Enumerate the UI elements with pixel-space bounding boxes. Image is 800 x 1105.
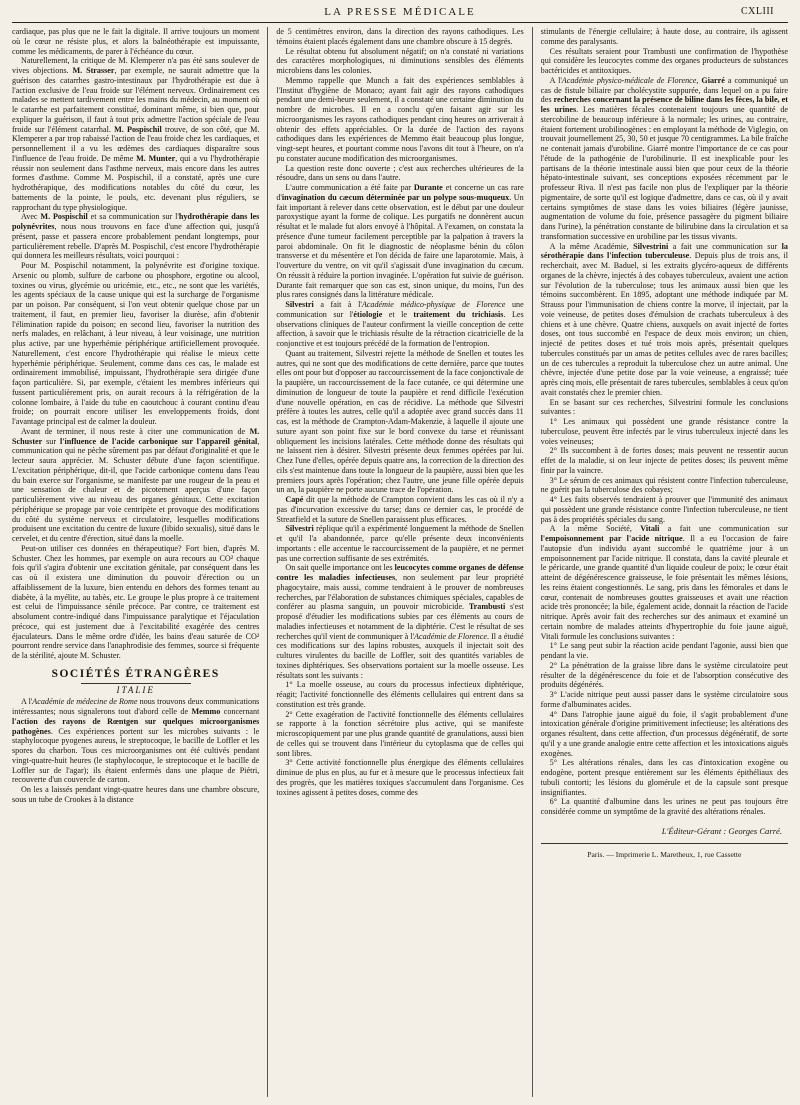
header-rule	[12, 22, 788, 23]
paragraph: 6° La quantité d'albumine dans les urines ne peut pas toujours être considérée comme un symptôme de la gravité des altérations rénales.	[540, 797, 788, 816]
paragraph: de 5 centimètres environ, dans la direction des rayons cathodiques. Les témoins étaient placés également dans une chambre obscure à 15 degrés.	[276, 27, 524, 46]
paragraph: 4° Les faits observés tendraient à prouver que l'immunité des animaux qui possèdent une grande résistance contre l'infection tuberculeuse, ne tient pas à des propriétés spéciales du sang.	[540, 495, 788, 524]
paragraph: 4° Dans l'atrophie jaune aiguë du foie, il s'agit probablement d'une intoxication générale d'origine primitivement infectieuse; les altérations des organes résultent, dans cette affection, d'un processus dégénératif, de sorte qu'il y a une grande analogie entre cette affection et les intoxications aiguës exogènes.	[540, 709, 788, 758]
paragraph: stimulants de l'énergie cellulaire; à haute dose, au contraire, ils agissent comme des paralysants.	[540, 27, 788, 46]
paragraph: Quant au traitement, Silvestri rejette la méthode de Snellen et toutes les autres, qui ne sont que des modifications de cette dernière, parce que toutes elles ont pour but d'opposer au raccourcissement de la face conjonctivale de la paupière, un raccourcissement de la face cutanée, ce qui détermine une diminution de longueur de toute la paupière et rend difficile l'exécution d'une nouvelle opération, en cas de récidive. La méthode que Silvestri préfère à toutes les autres, celle qu'il a adoptée avec grand succès dans 11 cas, est la méthode de Crampton-Adam-Makenzie, à laquelle il ajoute une suture ayant son point fixe sur le bord convexe du tarse et réunissant obliquement les incisions latérales. Cette méthode donne des résultats qui ne laissent rien à désirer. Silvestri présente deux femmes opérées par lui. Chez l'une d'elles, opérée depuis quatre ans, la correction de la direction des cils s'est maintenue dans toute la longueur de la paupière, aussi bien que les premiers jours après l'opération; chez l'autre, une jeune fille opérée depuis un an, la paupière ne porte aucune trace de l'opération.	[276, 348, 524, 495]
column-3	[541, 27, 788, 1097]
paragraph: Capé dit que la méthode de Crampton convient dans les cas où il n'y a pas d'incurvation excessive du tarse; dans ce dernier cas, le procédé de Streatfield et la suture de Snellen paraissent plus efficaces.	[276, 495, 524, 524]
columns	[12, 27, 788, 1097]
paragraph: Peut-on utiliser ces données en thérapeutique? Fort bien, d'après M. Schuster. Chez les hommes, par exemple on aura recours au CO² chaque fois qu'il s'agira d'obtenir une excitation génitale, par conséquent dans les cas où il existera une diminution du pouvoir d'érection ou un affaiblissement de la luxure, bien entendu en dehors des formes tenant au diabète, à la myélite, au tabès, etc. Le groupe le plus propre à ce traitement est celui de l'impuissance sénile précoce. Par contre, ce traitement est absolument contre-indiqué dans l'impuissance paralytique et l'éjaculation précoce, qui est justement due à l'excitabilité exagérée des centres éjaculateurs. Dans le même ordre d'idée, les bains d'eau saturée de CO² pourront rendre service dans l'anaphrodisie des femmes, source si fréquente de la stérilité, ajoute M. Schuster.	[12, 543, 260, 660]
paragraph: La question reste donc ouverte ; c'est aux recherches ultérieures de la résoudre, dans un sens ou dans l'autre.	[276, 163, 524, 183]
column-2	[276, 27, 523, 1097]
column-divider	[532, 27, 533, 1097]
country-heading: ITALIE	[116, 684, 155, 695]
page-header	[12, 6, 788, 20]
paragraph: On les a laissés pendant vingt-quatre heures dans une chambre obscure, sous un tube de Crookes à la distance	[12, 785, 260, 804]
paragraph: Silvestri réplique qu'il a expérimenté longuement la méthode de Snellen et qu'il l'a abandonnée, parce qu'elle présente deux inconvénients importants : elle accentue le raccourcissement de la paupière, et ne permet pas une correction suffisante de ses extrémités.	[276, 524, 524, 563]
printer-imprint: Paris. — Imprimerie L. Maretheux, 1, rue Cassette	[587, 849, 742, 859]
footer-rule	[541, 843, 788, 844]
paragraph: 1° La moelle osseuse, au cours du processus infectieux diphtérique, réagit; l'activité fonctionnelle des éléments cellulaires qui entrent dans sa constitution est très grande.	[276, 680, 524, 709]
paragraph: 3° L'acide nitrique peut aussi passer dans le système circulatoire sous forme d'albuminates acides.	[540, 690, 788, 709]
paragraph: Pour M. Pospischil notamment, la polynévrite est d'origine toxique. Arsenic ou plomb, sulfure de carbone ou phosphore, ergotine ou alcool, toxines ou virus, glycémie ou uricémie, etc., etc., ne sont que les variétés, les agents spéciaux de la cause unique qui est la surcharge de l'organisme par un poison. Par conséquent, si l'on veut obtenir quelque chose par un traitement, il faut, en premier lieu, favoriser la diurèse, afin d'obtenir l'élimination rapide du poison; en second lieu, favoriser la nutrition des nerfs malades, en relâchant, à leur niveau, à leur voisinage, une nutrition plus active, par une hyperhémie périphérique artificiellement provoquée. Naturellement, c'est encore l'hydrothérapie qui réalise le mieux cette hyperhémie périphérique. Seulement, comme dans ces cas, le malade est ordinairement immobilisé, impuissant, l'hydrothérapie sera dirigée d'une façon particulière. Si, par exemple, c'étaient les membres inférieurs qui fussent particulièrement pris, on aurait recours à la réfrigération de la colonne lombaire, à l'aide du tube en caoutchouc à courant continu d'eau froide; on pourrait encore utiliser les enveloppements froids, dont l'avantage principal est de calmer la douleur.	[12, 261, 260, 426]
section-title: SOCIÉTÉS ÉTRANGÈRES	[12, 670, 259, 684]
column-divider	[267, 27, 268, 1097]
paragraph: Ces résultats seraient pour Trambusti une confirmation de l'hypothèse qui considère les leucocytes comme des organes producteurs de substances bactéricides et antitoxiques.	[540, 46, 788, 75]
paragraph: 1° Les animaux qui possèdent une grande résistance contre la tuberculose, peuvent être infectés par le virus tuberculeux injecté dans les voies veineuses;	[540, 417, 788, 446]
paragraph: A la même Société, Vitali a fait une communication sur l'empoisonnement par l'acide nitrique. Il a eu l'occasion de faire l'autopsie d'un individu ayant succombé le quatrième jour à un empoisonnement par l'acide nitrique. Il constata, dans la cavité pleurale et le péricarde, une grande quantité d'un liquide couleur de poix; le cœur était atteint de dégénérescence graisseuse, le foie présentait les mêmes lésions, les reins étaient congestionnés. Le sang, pris dans les fémorales et dans le cœur, contenait de nombreuses gouttes graisseuses et avait une réaction acide très prononcée; la bile, également acide, donnait la réaction de l'acide nitrique. Après avoir fait des recherches sur des animaux et examiné un certain nombre de malades atteints d'hypertrophie du foie jaune aiguë, Vitali formule les conclusions suivantes :	[540, 524, 788, 641]
paragraph: 3° Le sérum de ces animaux qui résistent contre l'infection tuberculeuse, ne guérit pas la tuberculose des cobayes;	[540, 475, 788, 495]
paragraph: L'autre communication a été faite par Durante et concerne un cas rare d'invagination du cæcum déterminée par un polype sous-muqueux. Un fait important à relever dans cette observation, est le début par une douleur paroxystique ayant la forme de colique. Les purgatifs ne donnèrent aucun résultat et le malade fut alors envoyé à l'hôpital. A l'examen, on constata la présence d'une tumeur facilement perceptible par la palpation à travers la paroi abdominale. On fit le diagnostic de néoplasme bénin du côlon transverse et du mésentère et l'on décida de faire une laparotomie. Mais, à l'ouverture du ventre, on vit qu'il s'agissait d'une invagination du cæcum. On réussit à réduire la portion invaginée. L'opération fut suivie de guérison. Durante fait remarquer que son cas est, sinon unique, du moins, l'un des plus rares consignés dans la littérature médicale.	[276, 183, 524, 300]
paragraph: Memmo rappelle que Munch a fait des expériences semblables à l'Institut d'hygiène de Monaco; ayant fait agir des rayons cathodiques pendant une demi-heure seulement, il a constaté une certaine diminution du nombre de microbes. Il en a conclu qu'en faisant agir sur les microorganismes les rayons cathodiques pendant cinq heures on arriverait à obtenir des effets appréciables. Or la durée de l'action des rayons cathodiques dans les expériences de Memmo était beaucoup plus longue, vingt-sept heures, et pourtant comme nous l'avons dit tout à l'heure, on n'a pu constater aucune modification des microorganismes.	[276, 75, 524, 163]
page-number: CXLIII	[741, 6, 774, 17]
paragraph: On sait quelle importance ont les leucocytes comme organes de défense contre les maladies infectieuses, non seulement par leur propriété phagocytaire, mais aussi, comme tendraient à le prouver de nombreuses recherches, par l'élaboration de substances chimiques spéciales, capables de conférer au plasma sanguin, un pouvoir microbicide. Trambusti s'est proposé d'étudier les modifications subies par ces éléments au cours de maladies infectieuses et notamment de la diphtérie. C'est le résultat de ses recherches qu'il vient de communiquer à l'Académie de Florence. Il a étudié ces modifications sur des lapins robustes, auxquels il injectait soit des cultures virulentes du bacille de Loffler, soit des quantités variables de toxines diphtériques. Ses observations portaient sur la moelle osseuse. Les résultats sont les suivants :	[276, 563, 524, 680]
paragraph: 1° Le sang peut subir la réaction acide pendant l'agonie, aussi bien que pendant la vie.	[540, 641, 788, 660]
paragraph: A l'Académie physico-médicale de Florence, Giarré a communiqué un cas de fistule biliaire par cholécystite suppurée, dans lequel on a pu faire des recherches concernant la présence de biline dans les fèces, la bile, et les urines. Les matières fécales contenaient toujours une quantité de stercobiline de beaucoup inférieure à la normale; les urines, au contraire, étaient fortement urobilinogènes : en employant la méthode de Viglegio, on trouvait journellement 25, 30, 50 et jusque 70 centigrammes. La bile fraîche ne contenait jamais d'urobiline. Giarré montre l'importance de ce cas pour l'étude de la pathogénie de l'urobilinurie. Il est inexplicable pour les partisans de la théorie intestinale aussi bien que pour ceux de la théorie hépato-intestinale suivant, ses conceptions exposées récemment par le professeur Riva. Il n'est pas facile non plus de l'expliquer par la théorie pigmentaire, de sorte qu'il est logique d'admettre, dans ce cas, où il y avait certains symptômes de stase dans les voies biliaires (légère jaunisse, augmentation de volume du foie, présence passagère du pigment biliaire dans l'urine), la pénétration constante de bilirubine dans la circulation et sa transformation successive en urobiline par les tissus vivants.	[540, 75, 788, 241]
paragraph: Avant de terminer, il nous reste à citer une communication de M. Schuster sur l'influence de l'acide carbonique sur l'appareil génital, communication qui ne pèche sûrement pas par défaut d'originalité et que le lecteur saura apprécier. M. Schuster débute d'une façon scientifique. L'excitation périphérique, dit-il, que l'acide carbonique contenu dans l'eau du bain exerce sur l'organisme, se manifeste par une rougeur de la peau et une sensation de chaleur et de picotement aperçus d'une façon particulièrement vive au niveau des organes génitaux. Cette excitation périphérique se propage par voie centripète et provoque des modifications du côté du système nerveux et circulatoire, lesquelles modifications produisent une excitation du centre de luxure (libido sexualis), situé dans le cervelet, et du centre d'érection, situé dans la moelle.	[12, 426, 260, 543]
paragraph: Silvestri a fait à l'Académie médico-physique de Florence une communication sur l'étiologie et le traitement du trichiasis. Les observations cliniques de l'auteur confirment la vieille conception de cette affection, à savoir que le trichiasis résulte de la rétraction cicatricielle de la conjonctive et est toujours précédé de la formation de l'entropion.	[276, 300, 524, 348]
paragraph: 2° Cette exagération de l'activité fonctionnelle des éléments cellulaires se rapporte à la fonction sécrétoire plus active, qui se manifeste microscopiquement par une plus grande quantité de granulations, aussi bien de celles qui se trouvent dans l'intérieur du cytoplasma que de celles qui sont libres.	[276, 709, 524, 758]
paragraph: 5° Les altérations rénales, dans les cas d'intoxication exogène ou endogène, portent presque entièrement sur les éléments épithéliaux des tubuli contorti; les lésions du glomérule et de la capsule sont presque insignifiantes.	[540, 758, 788, 797]
paragraph: Avec M. Pospischil et sa communication sur l'hydrothérapie dans les polynévrites, nous nous trouvons en face d'une affection qui, jusqu'à présent, passe et passera encore probablement pendant longtemps, pour particulièrement rebelle. D'après M. Pospischil, c'est encore l'hydrothérapie qui donnera les meilleurs résultats, voici pourquoi :	[12, 212, 260, 261]
editor-signature: L'Éditeur-Gérant : Georges Carré.	[661, 825, 782, 836]
paragraph: 2° Ils succombent à de fortes doses; mais peuvent ne ressentir aucun effet de la maladie, si on leur injecte de petites doses; ils peuvent même finir par la vaincre.	[540, 446, 788, 475]
paragraph: 2° La pénétration de la graisse libre dans le système circulatoire peut résulter de la dégénérescence du foie et de l'absorption consécutive des produits dégénérés.	[540, 660, 788, 690]
paragraph: A la même Académie, Silvestrini a fait une communication sur la sérothérapie dans l'infection tuberculeuse. Depuis plus de trois ans, il recherchait, avec M. Baduel, si les extraits glycéro-aqueux de différents organes de la chèvre, injectés à des cobayes tuberculeux, avaient une action sur l'évolution de la tuberculose; tous les animaux aussi bien que les témoins succombèrent. En 1895, adoptant une méthode indiquée par M. Strauss pour l'immunisation de chiens contre la morve, il injectait, par la voie veineuse, de petites doses d'émulsion de crachats tuberculeux à des chiens et à une chèvre. Quatre chiens, auxquels on avait injecté de fortes doses, ont tous succombé en l'espace de deux mois environ; un chien, injecté de petites doses et tué trois mois après, présentait quelques tubercules constitués par un amas de petites cellules avec de rares bacilles; un de ces tubercules a reproduit la tuberculose chez un autre animal. Une chèvre, injectée d'une petite dose par la voie veineuse, a engraissé; tuée après cinq mois, elle présentait de rares tubercules, semblables à ceux qu'on avait constatés chez le premier chien.	[540, 241, 788, 397]
section-underline	[81, 683, 191, 684]
paragraph: A l'Académie de médecine de Rome nous trouvons deux communications intéressantes; nous signalerons tout d'abord celle de Memmo concernant l'action des rayons de Rœntgen sur quelques microorganismes pathogènes. Ces expériences portent sur les microbes suivants : le staphylocoque pyogenes aureus, le streptocoque, le bacille de Loffler et les spores du charbon. Tous ces microorganismes ont été cultivés pendant vingt-quatre-huit heures (le staphylocoque, le streptocoque et le bacille de Loffler sur de l'agar); ils étaient enfermés dans une plaque de Piétri, recouverte d'un couvercle de carton.	[12, 697, 260, 785]
paragraph: Le résultat obtenu fut absolument négatif; on n'a constaté ni variations des caractères morphologiques, ni diminutions sensibles des éléments microbiens dans les colonies.	[276, 46, 524, 75]
paragraph: cardiaque, pas plus que ne le fait la digitale. Il arrive toujours un moment où le cœur ne résiste plus, et alors la balnéothérapie est impuissante, comme les médicaments, de parer à l'échéance du cœur.	[12, 27, 260, 56]
column-1	[12, 27, 259, 1097]
journal-title: LA PRESSE MÉDICALE	[324, 6, 476, 18]
paragraph: Naturellement, la critique de M. Klemperer n'a pas été sans soulever de vives objections. M. Strasser, par exemple, ne saurait admettre que la guérison des catarrhes gastro-intestinaux par l'hydrothérapie est due à l'action exclusive de l'eau froide sur l'élément nerveux. Ordinairement ces malades se mettent tardivement entre les mains du médecin, au moment où le catarrhe est parfaitement constitué, dominant même, si bien que, pour expliquer la guérison, il faut à tout prix admettre l'action spéciale de l'eau froide sur l'élément catarrhal. M. Pospischil trouve, de son côté, que M. Klemperer a par trop rabaissé l'action de l'eau froide chez les cardiaques, et personnellement il a vu les œdèmes des cardiaques disparaître sous l'influence de l'eau froide. De même M. Munter, qui a vu l'hydrothérapie réussir non seulement dans l'asthme nerveux, mais encore dans les autres formes d'asthme. Comme M. Pospischil, il a constaté, après une cure hydrothérapique, des modifications notables du côté du cœur, les battements de la pointe, le pouls, etc. devenant plus réguliers, se rapprochant du type physiologique.	[12, 56, 260, 212]
paragraph: 3° Cette activité fonctionnelle plus énergique des éléments cellulaires diminue de plus en plus, au fur et à mesure que le processus infectieux fait des progrès, que les matières toxiques s'accumulent dans l'organisme. Ces toxines agissent à petites doses, comme des	[276, 758, 524, 797]
paragraph: En se basant sur ces recherches, Silvestrini formule les conclusions suivantes :	[540, 397, 788, 417]
